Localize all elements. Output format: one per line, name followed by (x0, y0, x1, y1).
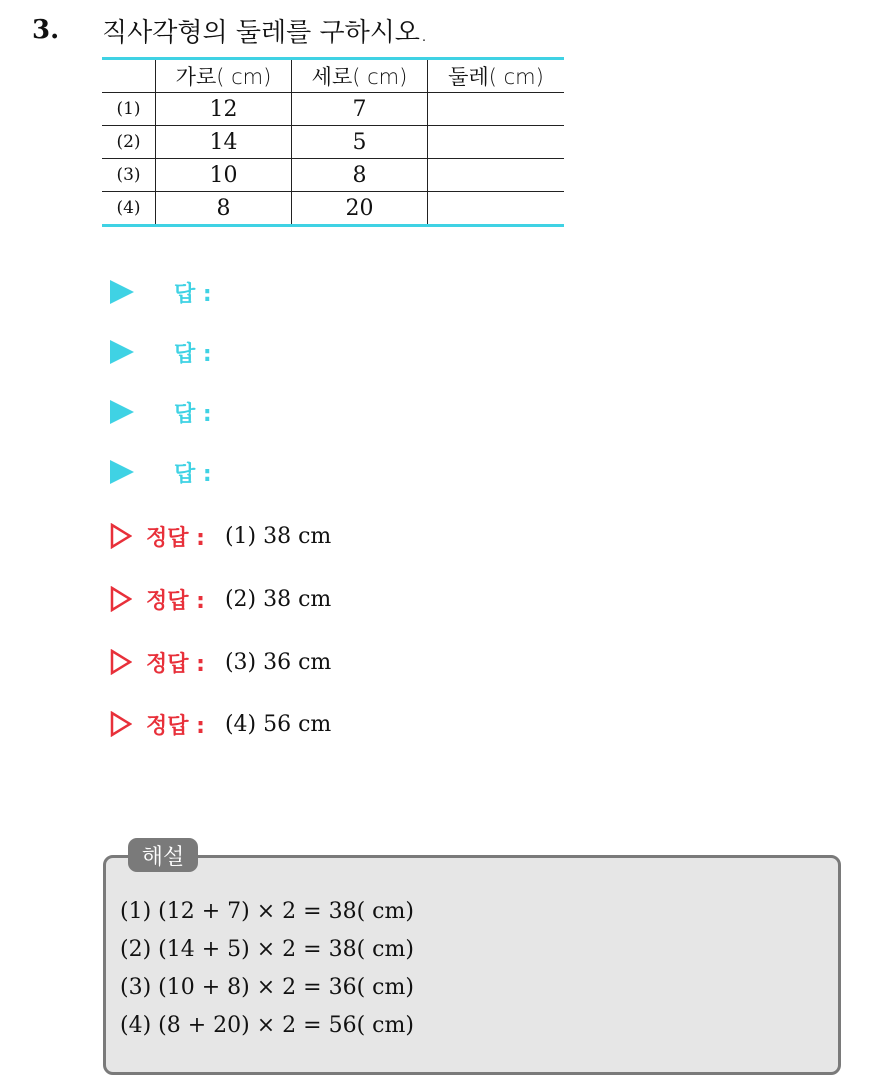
outline-triangle-icon (110, 711, 132, 737)
play-triangle-icon (110, 460, 134, 484)
row-perimeter (428, 192, 565, 226)
answer-row-3 (110, 394, 212, 430)
row-index: (3) (102, 159, 156, 192)
problem-text: 직사각형의 둘레를 구하시오. (102, 17, 429, 48)
solution-value: (2) 38 cm (224, 586, 332, 612)
problem-header (32, 12, 428, 48)
outline-triangle-icon (110, 649, 132, 675)
table-header-height: 세로( cm) (292, 59, 428, 93)
answer-label: 답 : (174, 341, 212, 367)
answer-row-1 (110, 274, 212, 310)
row-height: 5 (292, 126, 428, 159)
row-index: (4) (102, 192, 156, 226)
answer-label: 답 : (174, 281, 212, 307)
outline-triangle-icon (110, 586, 132, 612)
solution-label: 정답 : (146, 525, 205, 551)
row-perimeter (428, 93, 565, 126)
explanation-line: (2) (14 + 5) × 2 = 38( cm) (120, 937, 414, 962)
explanation-lines (120, 893, 414, 1045)
row-perimeter (428, 159, 565, 192)
solution-value: (1) 38 cm (224, 523, 332, 549)
table-header-row (102, 59, 564, 93)
row-perimeter (428, 126, 565, 159)
table-row (102, 159, 564, 192)
solution-label: 정답 : (146, 713, 205, 739)
table-row (102, 126, 564, 159)
play-triangle-icon (110, 400, 134, 424)
row-height: 7 (292, 93, 428, 126)
row-height: 20 (292, 192, 428, 226)
solution-row-3 (110, 644, 331, 680)
problem-number: 3. (32, 15, 60, 45)
row-index: (2) (102, 126, 156, 159)
solution-row-4 (110, 706, 331, 742)
play-triangle-icon (110, 340, 134, 364)
solution-row-2 (110, 581, 331, 617)
explanation-line: (1) (12 + 7) × 2 = 38( cm) (120, 899, 414, 924)
answer-row-2 (110, 334, 212, 370)
data-table (102, 57, 564, 227)
play-triangle-icon (110, 280, 134, 304)
solution-label: 정답 : (146, 588, 205, 614)
table-row (102, 93, 564, 126)
row-width: 10 (156, 159, 292, 192)
row-width: 14 (156, 126, 292, 159)
solution-label: 정답 : (146, 651, 205, 677)
explanation-title: 해설 (128, 838, 198, 872)
explanation-line: (3) (10 + 8) × 2 = 36( cm) (120, 975, 414, 1000)
solution-row-1 (110, 518, 331, 554)
row-width: 12 (156, 93, 292, 126)
table-header-perimeter: 둘레( cm) (428, 59, 565, 93)
row-height: 8 (292, 159, 428, 192)
table-header-width: 가로( cm) (156, 59, 292, 93)
answer-label: 답 : (174, 461, 212, 487)
solution-value: (3) 36 cm (224, 649, 332, 675)
row-width: 8 (156, 192, 292, 226)
row-index: (1) (102, 93, 156, 126)
solution-value: (4) 56 cm (224, 711, 332, 737)
answer-row-4 (110, 454, 212, 490)
table-row (102, 192, 564, 226)
explanation-line: (4) (8 + 20) × 2 = 56( cm) (120, 1013, 414, 1038)
table-header-index (102, 59, 156, 93)
outline-triangle-icon (110, 523, 132, 549)
answer-label: 답 : (174, 401, 212, 427)
